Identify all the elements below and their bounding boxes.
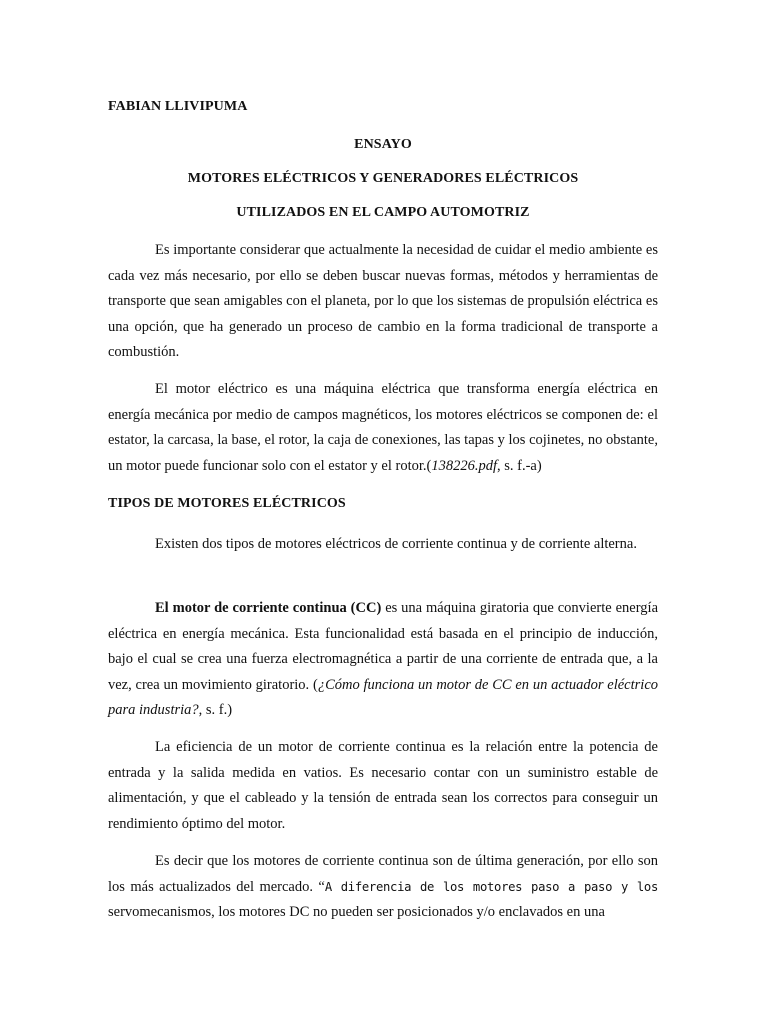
document-title-line-2: UTILIZADOS EN EL CAMPO AUTOMOTRIZ xyxy=(236,205,530,220)
motor-definition-text: El motor eléctrico es una máquina eléctrica que transforma energía eléctrica en energía mecánica por medio de campos magnéticos, los motores eléctricos se componen de: el estator, la carcasa, la base, el rotor, la caja de conexiones, las tapas y los cojinetes, no obstante, un motor puede funcionar solo con el estator y el rotor.( xyxy=(108,381,658,474)
paragraph-intro: Es importante considerar que actualmente la necesidad de cuidar el medio ambiente es cada vez más necesario, por ello se deben buscar nuevas formas, métodos y herramientas de transporte que sean amigables con el planeta, por lo que los sistemas de propulsión eléctrica es una opción, que ha generado un proceso de cambio en la forma tradicional de transporte a combustión. xyxy=(108,242,658,361)
cc-motor-text: es una máquina giratoria que convierte energía eléctrica en energía mecánica. Esta funcionalidad está basada en el principio de inducción, bajo el cual se crea una fuerza electromagnética a partir de una corriente de entrada que, a la vez, crea un movimiento giratorio. ( xyxy=(108,600,659,693)
document-type-heading: ENSAYO xyxy=(354,137,412,152)
cc-motor-citation-suffix: , s. f.) xyxy=(198,702,233,719)
document-title-line-1: MOTORES ELÉCTRICOS Y GENERADORES ELÉCTRICOS xyxy=(187,171,579,186)
author-name: FABIAN LLIVIPUMA xyxy=(108,99,248,114)
citation-138226: 138226.pdf xyxy=(431,457,497,474)
cc-motor-citation: ¿Cómo funciona un motor de CC en un actuador eléctrico para industria? xyxy=(108,676,659,719)
paragraph-cc-motor xyxy=(108,596,658,724)
quoted-text-monospace: A diferencia de los motores paso a paso y los xyxy=(324,879,658,894)
paragraph-motor-definition xyxy=(108,377,658,479)
paragraph-last xyxy=(108,849,658,926)
last-paragraph-text: Es decir que los motores de corriente continua son de última generación, por ello son los más actualizados del mercado. “ xyxy=(108,853,658,895)
citation-suffix: , s. f.-a) xyxy=(497,457,542,474)
paragraph-types: Existen dos tipos de motores eléctricos de corriente continua y de corriente alterna. xyxy=(155,536,637,552)
cc-motor-term: El motor de corriente continua (CC) xyxy=(155,600,382,616)
section-heading-tipos: TIPOS DE MOTORES ELÉCTRICOS xyxy=(108,496,346,511)
last-paragraph-tail: servomecanismos, los motores DC no pueden ser posicionados y/o enclavados en una xyxy=(108,904,605,921)
paragraph-efficiency: La eficiencia de un motor de corriente continua es la relación entre la potencia de entrada y la salida medida en vatios. Es necesario contar con un suministro estable de alimentación, y que el cableado y la tensión de entrada sean los correctos para conseguir un rendimiento óptimo del motor. xyxy=(108,739,658,832)
